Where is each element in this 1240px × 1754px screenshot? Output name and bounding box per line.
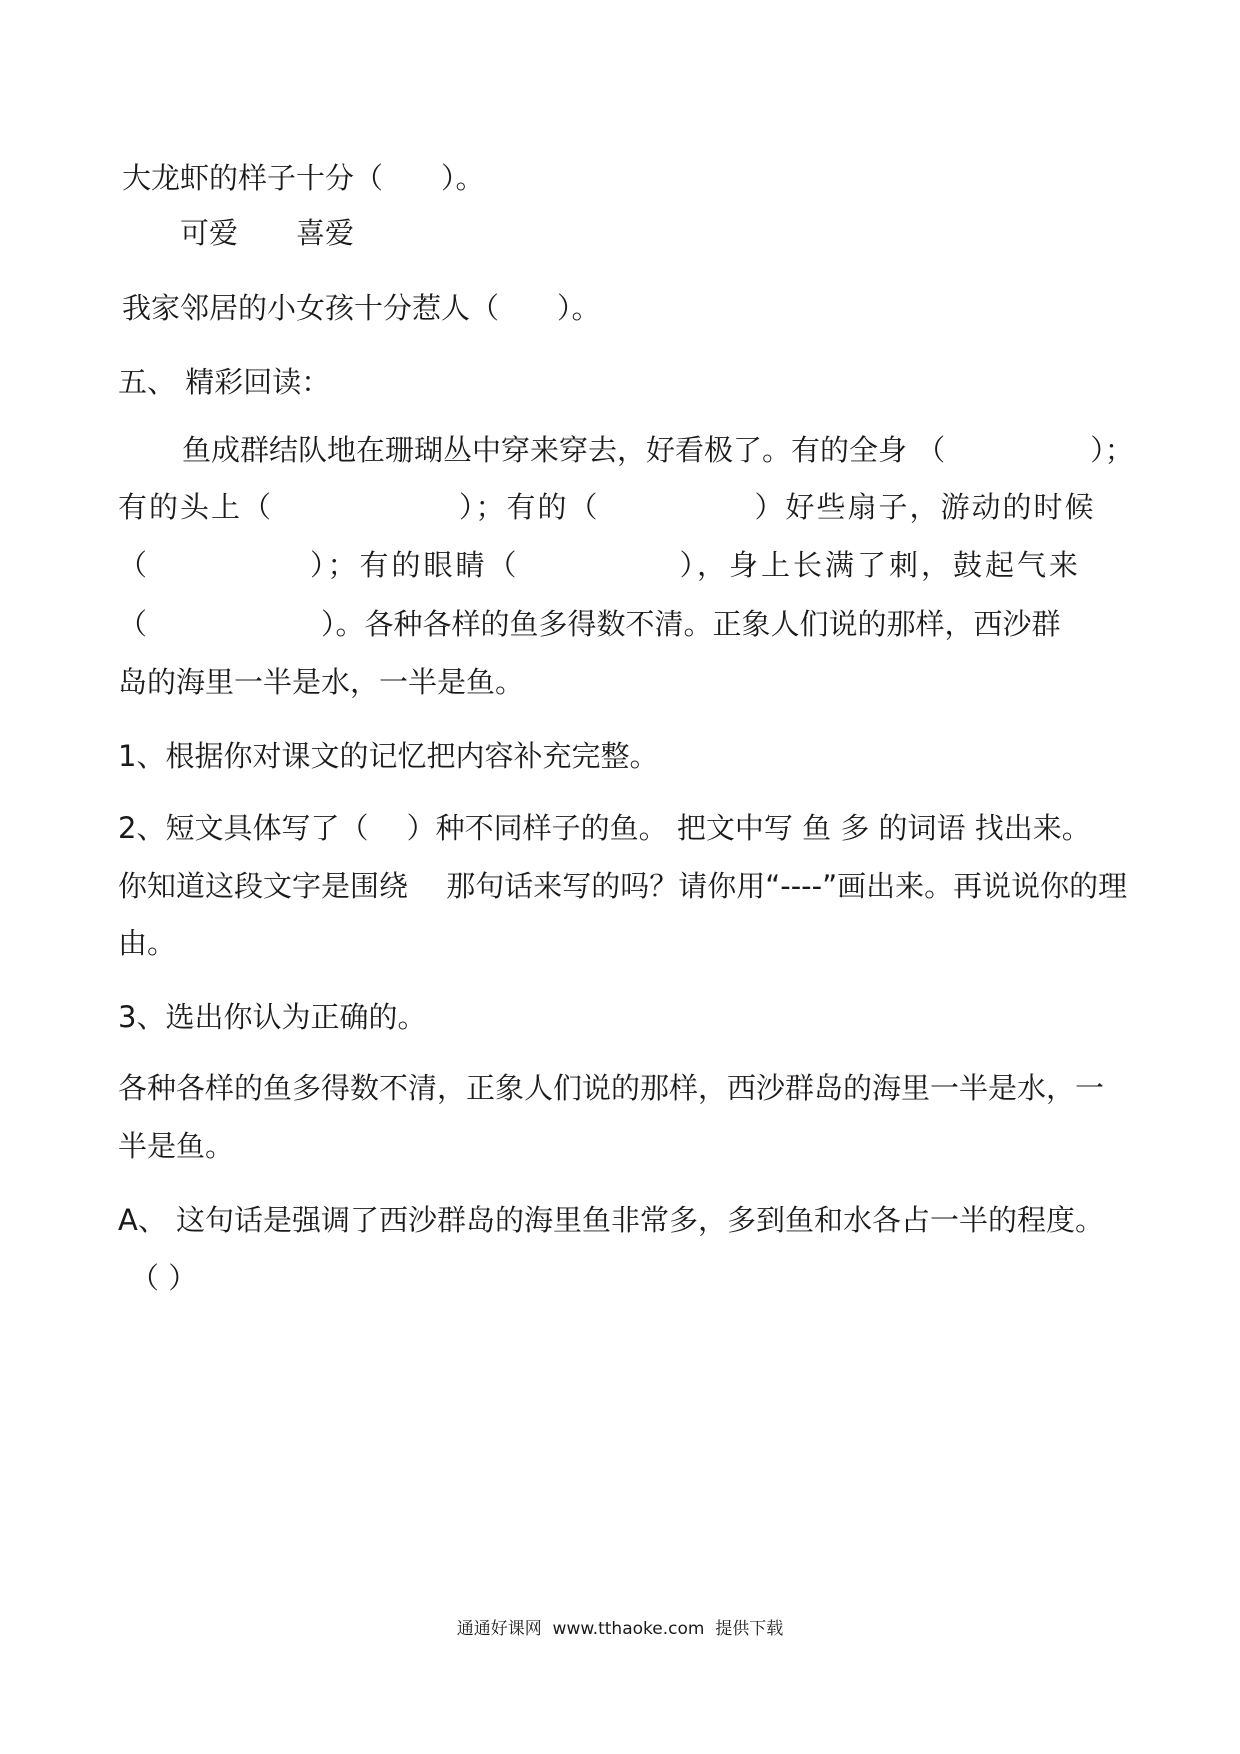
passage-line-2: 有的头上（ ）；有的（ ）好些扇子，游动的时候 [118, 490, 1096, 524]
section-heading-five: 五、 精彩回读： [118, 365, 331, 399]
passage-line-1: 鱼成群结队地在珊瑚丛中穿来穿去，好看极了。有的全身 （ ）； [182, 433, 1134, 467]
passage-line-4: （ ）。各种各样的鱼多得数不清。正象人们说的那样，西沙群 [118, 607, 1061, 641]
passage-line-3: （ ）；有的眼睛（ ），身上长满了刺，鼓起气来 [118, 548, 1082, 582]
sentence-lobster: 大龙虾的样子十分（ ）。 [122, 161, 485, 195]
footer-source: 通通好课网 www.tthaoke.com 提供下载 [456, 1619, 784, 1639]
option-a-answer-blank: （ ） [130, 1261, 198, 1295]
word-choices: 可爱 喜爱 [180, 216, 355, 250]
passage-line-5: 岛的海里一半是水，一半是鱼。 [118, 665, 525, 699]
sentence-neighbor-girl: 我家邻居的小女孩十分惹人（ ）。 [122, 291, 601, 325]
question-3: 3、选出你认为正确的。 [118, 1000, 427, 1034]
quoted-sentence-line-1: 各种各样的鱼多得数不清，正象人们说的那样，西沙群岛的海里一半是水，一 [118, 1071, 1105, 1105]
quoted-sentence-line-2: 半是鱼。 [118, 1129, 235, 1163]
question-1: 1、根据你对课文的记忆把内容补充完整。 [118, 739, 659, 773]
option-a: A、 这句话是强调了西沙群岛的海里鱼非常多，多到鱼和水各占一半的程度。 [118, 1203, 1105, 1237]
question-2-line-1: 2、短文具体写了（ ）种不同样子的鱼。 把文中写 鱼 多 的词语 找出来。 [118, 811, 1091, 845]
question-2-line-3: 由。 [118, 926, 177, 960]
question-2-line-2: 你知道这段文字是围绕 那句话来写的吗？请你用“----”画出来。再说说你的理 [118, 869, 1128, 903]
